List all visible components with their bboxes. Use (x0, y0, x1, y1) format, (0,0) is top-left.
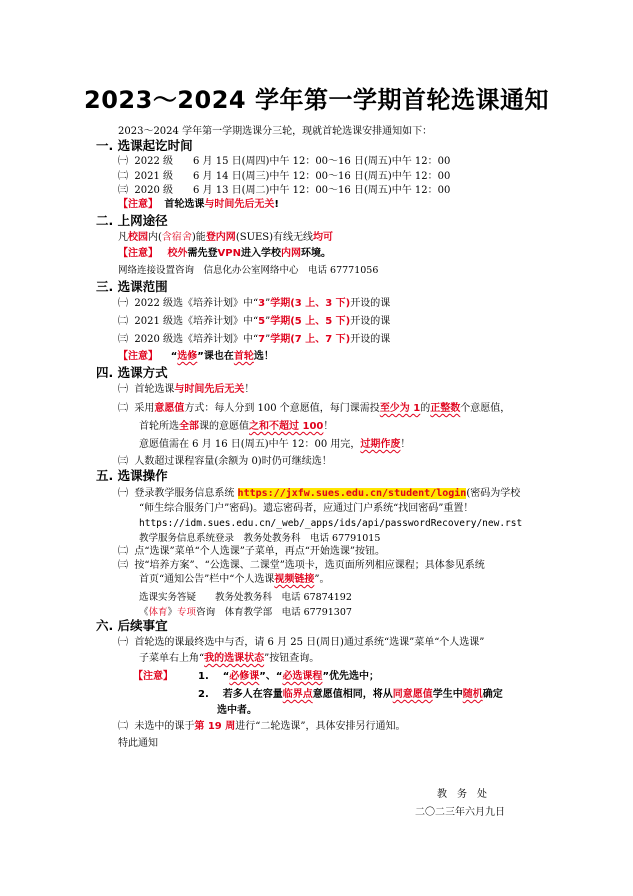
s1-item-1-text: 2022 级 6 月 15 日(周四)中午 12：00～16 日(周五)中午 12：00 (134, 156, 451, 167)
section-6-heading: 六. 后续事宜 (96, 618, 168, 633)
s5-item-1 (118, 487, 520, 500)
text: 2022 级选《培养计划》中“ (134, 298, 259, 309)
emphasis: 5 (258, 316, 266, 327)
emphasis: 含宿舍 (161, 232, 192, 243)
s2-line-1 (118, 231, 333, 244)
s5-contact-2: 选课实务答疑 教务处教务科 电话 67874192 (139, 592, 352, 603)
s6-item-1 (118, 636, 484, 649)
text: 《 (139, 607, 149, 618)
emphasis: (3 上、3 下) (290, 298, 351, 309)
note-emphasis: 与时间先后无关 (204, 199, 275, 210)
section-2-heading: 二. 上网途径 (96, 213, 168, 228)
emphasis: 至少为 1 (379, 403, 421, 414)
emphasis: 均可 (313, 232, 334, 243)
note-text: 环境。 (300, 248, 331, 259)
text: ”、“ (259, 671, 283, 682)
text: ”按钮查询。 (264, 653, 320, 664)
s4-item-2-deadline (139, 438, 410, 451)
text: 》 (167, 607, 178, 618)
emphasis: 过期作废 (360, 439, 401, 450)
s5-contact-1: 教学服务信息系统登录 教务处教务科 电话 67791015 (139, 533, 381, 544)
text: (密码为学校 (466, 488, 521, 499)
note-text: ! (274, 199, 279, 210)
s6-note-item-1 (198, 670, 379, 683)
s2-contact: 网络连接设置咨询 信息化办公室网络中心 电话 67771056 (118, 265, 379, 276)
s3-item-2 (118, 315, 390, 328)
emphasis: 全部 (179, 421, 199, 432)
text: 凡 (118, 232, 128, 243)
text: 采用 (134, 403, 155, 414)
text: 点“选课”菜单“个人选课”子菜单，再点“开始选课”按钮。 (134, 546, 386, 557)
emphasis: 3 (258, 298, 266, 309)
s6-note-item-2 (198, 688, 503, 701)
s4-item-2-cont (139, 420, 333, 433)
note-text: “ (170, 351, 178, 362)
text: ” (265, 298, 271, 309)
password-recovery-link[interactable]: https://idm.sues.edu.cn/_web/_apps/ids/api/passwordRecovery/new.rst (139, 518, 523, 529)
list-marker: ㈠ (118, 298, 128, 309)
text: 2020 级选《培养计划》中“ (134, 334, 259, 345)
text: ” (265, 316, 271, 327)
text: 首轮选课 (134, 384, 175, 395)
emphasis: 必修课 (229, 671, 260, 682)
text: ” (265, 334, 271, 345)
list-marker: ㈠ (118, 156, 128, 167)
emphasis: 第 19 周 (194, 721, 236, 732)
issuing-department: 教 务 处 (437, 789, 487, 800)
text: 开设的课 (350, 316, 391, 327)
note-label: 【注意】 (118, 199, 158, 210)
text: 子菜单右上角“ (139, 653, 205, 664)
s1-item-3 (118, 184, 450, 197)
text: 开设的课 (350, 298, 391, 309)
s4-item-3 (118, 455, 332, 468)
note-label: 【注意】 (118, 351, 158, 362)
s5-contact-3 (139, 606, 352, 619)
list-marker: ㈢ (118, 334, 128, 345)
note-text: 需先登 (187, 248, 218, 259)
emphasis: 学期 (270, 334, 291, 345)
text: 意愿值相同，将从 (312, 689, 393, 700)
section-5-heading: 五. 选课操作 (96, 468, 168, 483)
emphasis: 登内网 (205, 232, 236, 243)
emphasis: 首轮 (233, 351, 254, 362)
s3-item-1 (118, 297, 390, 310)
text: )能 (191, 232, 206, 243)
text: ！ (323, 421, 334, 432)
s1-note (118, 198, 279, 211)
emphasis: 7 (258, 334, 266, 345)
list-marker: ㈠ (118, 488, 128, 499)
s5-item-3 (118, 559, 485, 572)
text: 若多人在容量 (222, 689, 283, 700)
text: 课的意愿值 (199, 421, 249, 432)
page-title: 2023～2024 学年第一学期首轮选课通知 (84, 86, 549, 114)
section-1-heading: 一. 选课起讫时间 (96, 138, 193, 153)
emphasis: 校外 (167, 248, 188, 259)
emphasis: 选修 (177, 351, 198, 362)
s1-item-3-text: 2020 级 6 月 13 日(周二)中午 12：00～16 日(周五)中午 12：00 (134, 185, 451, 196)
note-label: 【注意】 (118, 248, 158, 259)
section-4-heading: 四. 选课方式 (96, 365, 168, 380)
login-link[interactable]: https://jxfw.sues.edu.cn/student/login (237, 488, 467, 499)
s6-item-1-cont (139, 652, 319, 665)
emphasis: 必选课程 (282, 671, 323, 682)
text: ！ (244, 384, 255, 395)
emphasis: (7 上、7 下) (290, 334, 351, 345)
emphasis: 与时间先后无关 (174, 384, 245, 395)
text: 2021 级选《培养计划》中“ (134, 316, 259, 327)
s6-item-2 (118, 720, 405, 733)
list-marker: ㈢ (118, 185, 128, 196)
text: 首页“通知公告”栏中“个人选课 (139, 574, 275, 585)
list-marker: ㈡ (118, 171, 128, 182)
s5-item-3-cont (139, 573, 329, 586)
note-text: 首轮选课 (164, 199, 205, 210)
s3-note (118, 350, 274, 363)
emphasis: 学期 (270, 298, 291, 309)
text: 个意愿值， (460, 403, 511, 414)
emphasis: 意愿值 (154, 403, 185, 414)
s6-note-item-2-cont: 选中者。 (217, 705, 257, 716)
s5-item-1-cont: “师生综合服务门户”密码)。遗忘密码者，应通过门户系统“找回密码”重置！ (139, 503, 474, 514)
list-number: 1. (198, 671, 209, 682)
emphasis: 之和不超过 100 (249, 421, 324, 432)
text: 的 (420, 403, 431, 414)
video-link[interactable]: 视频链接 (274, 574, 315, 585)
list-marker: ㈡ (118, 316, 128, 327)
emphasis: 正整数 (430, 403, 461, 414)
issue-date: 二〇二三年六月九日 (415, 807, 505, 818)
s4-item-2 (118, 402, 510, 415)
text: 开设的课 (350, 334, 391, 345)
text: 按“培养方案”、“公选课、二课堂”选项卡，选页面所列相应课程；具体参见系统 (134, 560, 485, 571)
text: (SUES)有线无线 (235, 232, 314, 243)
text: 咨询 体育教学部 电话 67791307 (196, 607, 352, 618)
text: ”。 (314, 574, 330, 585)
note-text: 进入学校 (240, 248, 281, 259)
list-marker: ㈡ (118, 546, 128, 557)
emphasis: 校园 (128, 232, 148, 243)
text: 进行“二轮选课”，具体安排另行通知。 (235, 721, 406, 732)
s4-item-1 (118, 383, 254, 396)
list-marker: ㈡ (118, 721, 128, 732)
text: 学生中 (432, 689, 463, 700)
text: 未选中的课于 (134, 721, 195, 732)
list-marker: ㈢ (118, 560, 128, 571)
s1-item-1 (118, 155, 450, 168)
list-marker: ㈠ (118, 384, 128, 395)
s3-item-3 (118, 333, 390, 346)
s6-note (133, 670, 173, 683)
text: 人数超过课程容量(余额为 0)时仍可继续选！ (134, 456, 332, 467)
emphasis: 我的选课状态 (204, 653, 265, 664)
s1-item-2 (118, 170, 450, 183)
list-number: 2. (198, 689, 209, 700)
note-label: 【注意】 (133, 671, 173, 682)
emphasis: 学期 (270, 316, 291, 327)
text: 首轮所选 (139, 421, 179, 432)
emphasis: VPN (217, 248, 241, 259)
s5-item-2 (118, 545, 385, 558)
list-marker: ㈡ (118, 403, 128, 414)
emphasis: 体育 (148, 607, 168, 618)
s2-note (118, 247, 331, 260)
text: 内( (148, 232, 162, 243)
emphasis: 同意愿值 (392, 689, 433, 700)
closing-text: 特此通知 (118, 738, 158, 749)
emphasis: 临界点 (282, 689, 313, 700)
note-text: ”课也在 (197, 351, 234, 362)
s1-item-2-text: 2021 级 6 月 14 日(周三)中午 12：00～16 日(周五)中午 12：00 (134, 171, 451, 182)
emphasis: 内网 (280, 248, 301, 259)
text: 方式：每人分到 100 个意愿值，每门课需投 (184, 403, 380, 414)
emphasis: 专项 (177, 607, 197, 618)
text: 确定 (482, 689, 503, 700)
text: “ (222, 671, 230, 682)
section-3-heading: 三. 选课范围 (96, 279, 168, 294)
text: ”优先选中； (322, 671, 380, 682)
list-marker: ㈠ (118, 637, 128, 648)
text: 首轮选的课最终选中与否，请 6 月 25 日(周日)通过系统“选课”菜单“个人选课” (134, 637, 485, 648)
emphasis: (5 上、5 下) (290, 316, 351, 327)
list-marker: ㈢ (118, 456, 128, 467)
intro-text: 2023～2024 学年第一学期选课分三轮，现就首轮选课安排通知如下： (118, 126, 433, 137)
emphasis: 随机 (462, 689, 483, 700)
text: 意愿值需在 6 月 16 日(周五)中午 12：00 用完， (139, 439, 361, 450)
text: 登录教学服务信息系统 (134, 488, 235, 499)
note-text: 选！ (253, 351, 274, 362)
text: ！ (400, 439, 411, 450)
